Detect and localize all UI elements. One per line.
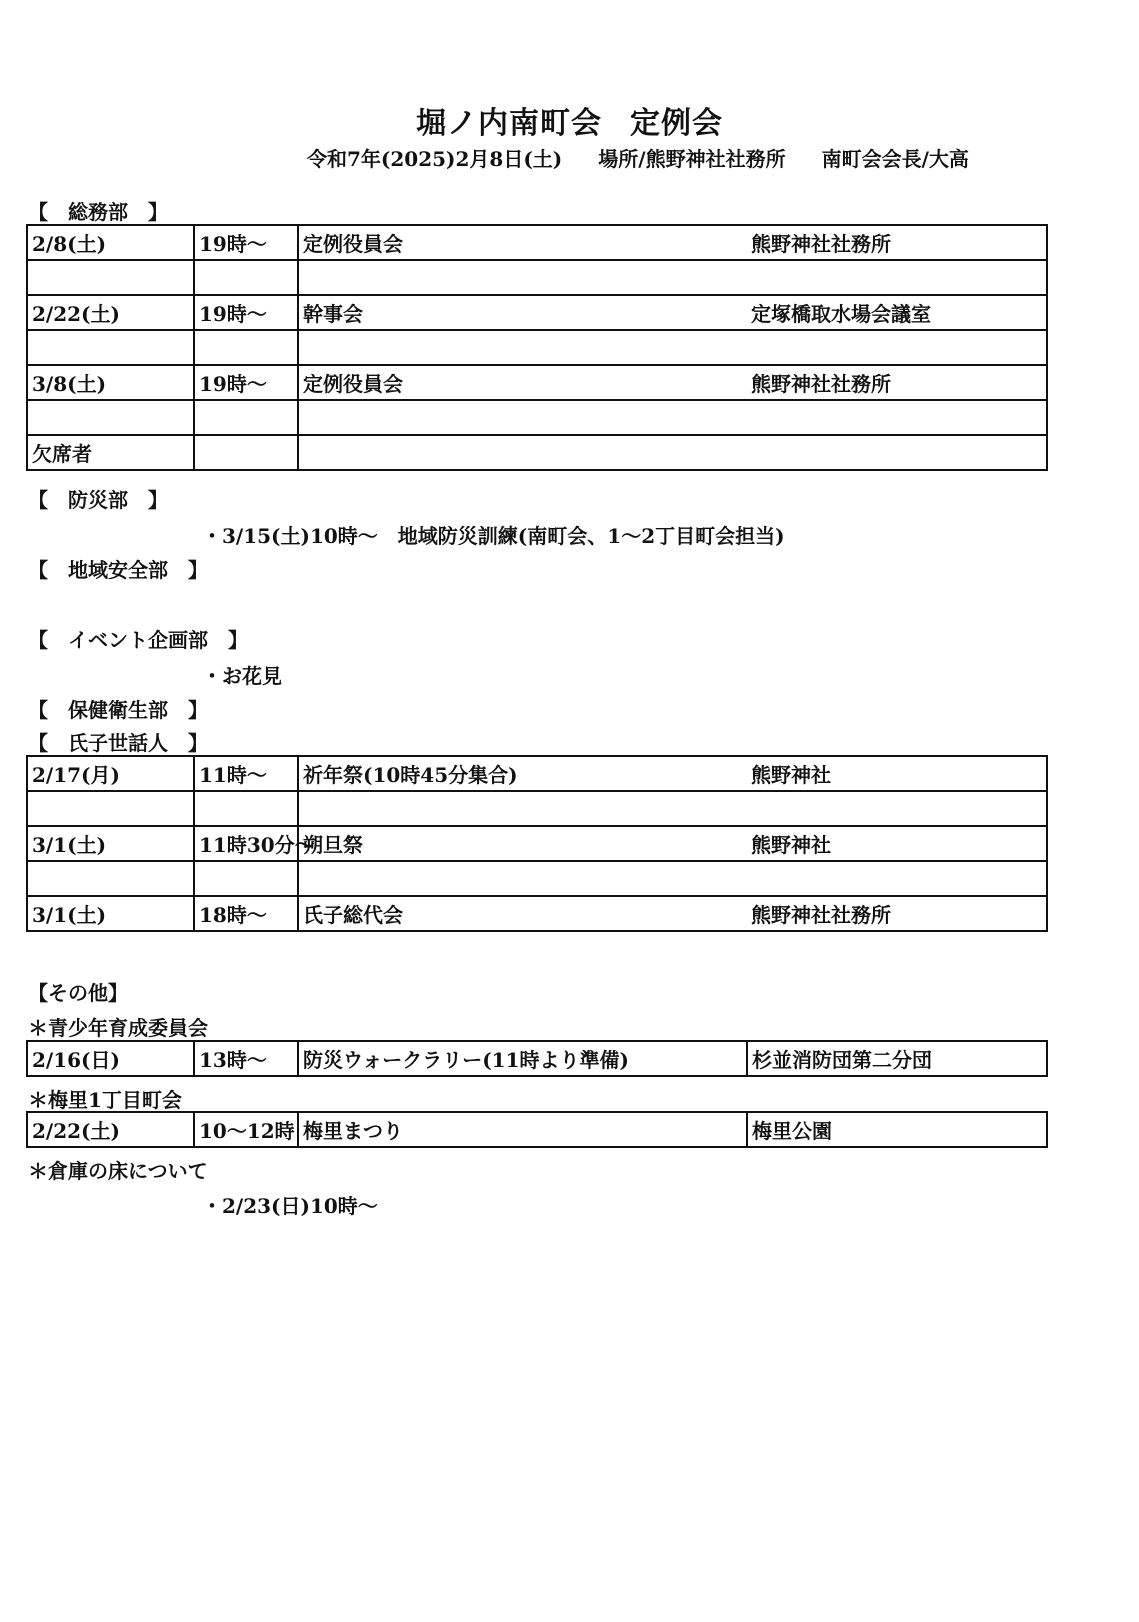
cell-time: 18時〜 [194, 896, 298, 931]
somu-table [26, 224, 1048, 471]
cell-time: 11時30分〜 [194, 826, 298, 861]
cell-date: 2/8(土) [27, 225, 194, 260]
cell-time [194, 861, 298, 896]
table-row [27, 896, 1047, 931]
cell-date: 2/22(土) [27, 1112, 194, 1147]
table-row [27, 260, 1047, 295]
cell-event: 幹事会 [298, 295, 747, 330]
cell-date: 2/17(月) [27, 756, 194, 791]
cell-time [194, 791, 298, 826]
title-main: 堀ノ内南町会 [416, 106, 602, 141]
cell-time [194, 400, 298, 435]
section-heading-somu: 【 総務部 】 [28, 200, 168, 224]
souko-item: ・2/23(日)10時〜 [202, 1194, 378, 1218]
cell-time: 13時〜 [194, 1041, 298, 1076]
cell-event: 定例役員会 [298, 225, 747, 260]
table-row [27, 756, 1047, 791]
cell-time: 10〜12時 [194, 1112, 298, 1147]
cell-place: 熊野神社 [747, 826, 1047, 861]
cell-date [27, 330, 194, 365]
cell-place [747, 260, 1047, 295]
table-row [27, 400, 1047, 435]
cell-event [298, 260, 747, 295]
cell-time [194, 330, 298, 365]
meeting-place: 場所/熊野神社社務所 [598, 147, 786, 171]
table-row [27, 295, 1047, 330]
cell-event: 梅里まつり [298, 1112, 747, 1147]
cell-place: 熊野神社 [747, 756, 1047, 791]
table-row [27, 861, 1047, 896]
title-sub: 定例会 [630, 106, 723, 141]
cell-event: 防災ウォークラリー(11時より準備) [298, 1041, 747, 1076]
cell-event: 定例役員会 [298, 365, 747, 400]
cell-date [27, 400, 194, 435]
section-heading-hoken: 【 保健衛生部 】 [28, 698, 208, 722]
cell-place: 熊野神社社務所 [747, 365, 1047, 400]
cell-time: 19時〜 [194, 295, 298, 330]
cell-place [747, 435, 1047, 470]
cell-date: 2/16(日) [27, 1041, 194, 1076]
cell-place: 熊野神社社務所 [747, 225, 1047, 260]
cell-place [747, 791, 1047, 826]
cell-event [298, 330, 747, 365]
cell-place: 梅里公園 [747, 1112, 1047, 1147]
cell-event [298, 861, 747, 896]
section-heading-bousai: 【 防災部 】 [28, 488, 168, 512]
cell-event: 祈年祭(10時45分集合) [298, 756, 747, 791]
cell-date [27, 791, 194, 826]
cell-date: 3/1(土) [27, 896, 194, 931]
table-row [27, 365, 1047, 400]
bousai-item: ・3/15(土)10時〜 地域防災訓練(南町会、1〜2丁目町会担当) [202, 524, 785, 548]
cell-time: 19時〜 [194, 225, 298, 260]
ujiko-table [26, 755, 1048, 932]
meeting-chair: 南町会会長/大高 [821, 147, 969, 171]
section-heading-anzen: 【 地域安全部 】 [28, 558, 208, 582]
section-heading-other: 【その他】 [28, 981, 128, 1005]
table-row [27, 791, 1047, 826]
cell-absentees-label: 欠席者 [27, 435, 194, 470]
section-heading-ujiko: 【 氏子世話人 】 [28, 731, 208, 755]
cell-place [747, 400, 1047, 435]
seishonen-table [26, 1040, 1048, 1077]
cell-date [27, 861, 194, 896]
cell-event [298, 791, 747, 826]
cell-date [27, 260, 194, 295]
cell-event: 氏子総代会 [298, 896, 747, 931]
umesato-table [26, 1111, 1048, 1148]
cell-event [298, 400, 747, 435]
meeting-date: 令和7年(2025)2月8日(土) [307, 147, 563, 171]
table-row [27, 330, 1047, 365]
cell-time [194, 435, 298, 470]
other-sub-heading-souko: ＊倉庫の床について [28, 1159, 208, 1183]
cell-place: 定塚橋取水場会議室 [747, 295, 1047, 330]
cell-event: 朔旦祭 [298, 826, 747, 861]
cell-place [747, 330, 1047, 365]
other-sub-heading-seishonen: ＊青少年育成委員会 [28, 1016, 208, 1040]
section-heading-event: 【 イベント企画部 】 [28, 628, 248, 652]
table-row [27, 826, 1047, 861]
event-item: ・お花見 [202, 664, 282, 688]
table-row [27, 225, 1047, 260]
cell-place [747, 861, 1047, 896]
meeting-info [307, 143, 969, 172]
table-row [27, 435, 1047, 470]
cell-place: 熊野神社社務所 [747, 896, 1047, 931]
table-row [27, 1112, 1047, 1147]
cell-date: 3/1(土) [27, 826, 194, 861]
cell-date: 3/8(土) [27, 365, 194, 400]
cell-place: 杉並消防団第二分団 [747, 1041, 1047, 1076]
cell-time: 11時〜 [194, 756, 298, 791]
cell-event [298, 435, 747, 470]
other-sub-heading-umesato: ＊梅里1丁目町会 [28, 1088, 182, 1112]
cell-date: 2/22(土) [27, 295, 194, 330]
table-row [27, 1041, 1047, 1076]
cell-time [194, 260, 298, 295]
page-title [0, 98, 1139, 142]
cell-time: 19時〜 [194, 365, 298, 400]
